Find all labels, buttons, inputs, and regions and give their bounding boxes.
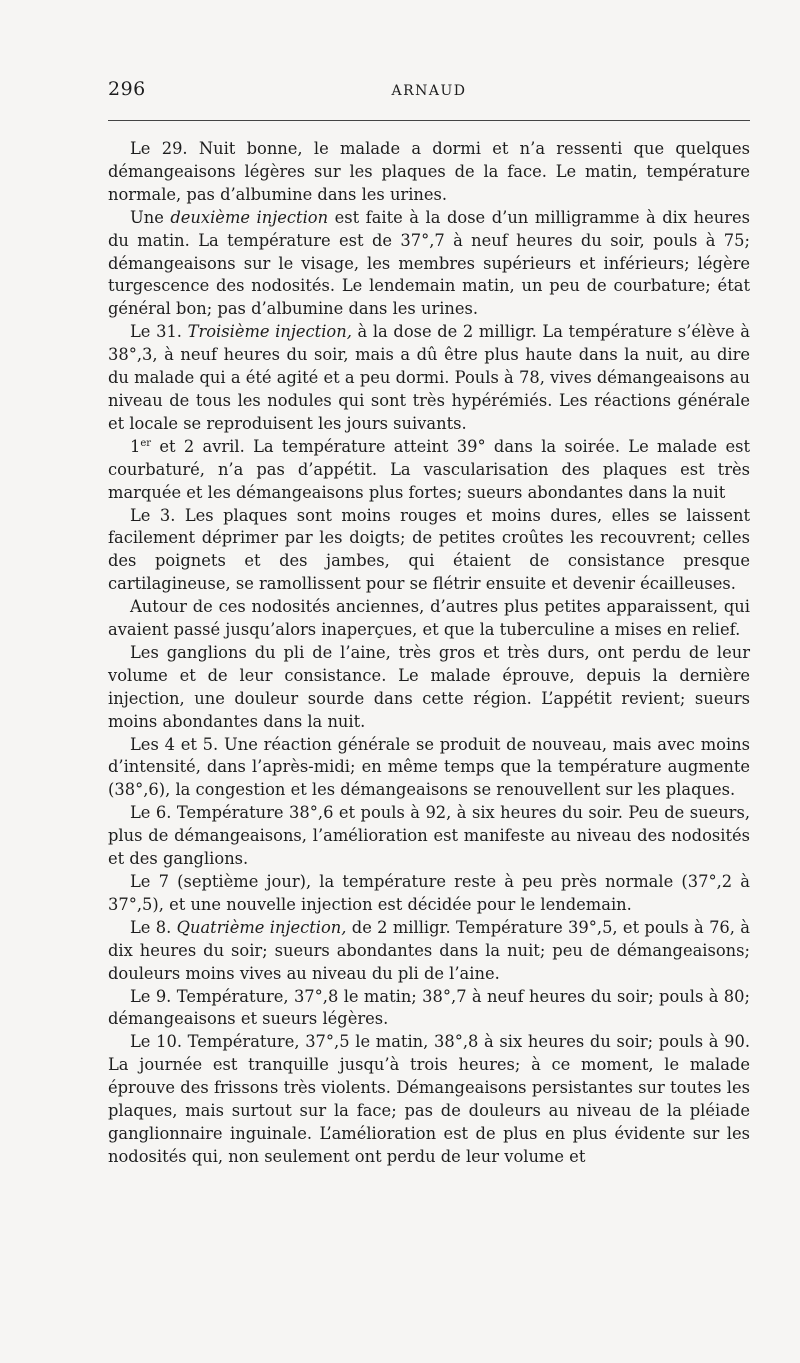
paragraph-7: Le 7 (septième jour), la température reste à peu près normale (37°,2 à 37°,5), et une nouvelle injection est décidée pour le lendemain. [108, 872, 750, 914]
paragraph-1er-avril: 1er et 2 avril. La température atteint 39° dans la soirée. Le malade est courbaturé, n’a pas d’appétit. La vascularisation des plaques est très marquée et les démangeaisons plus fortes; sueurs abondantes dans la nuit [108, 436, 750, 502]
paragraph-10: Le 10. Température, 37°,5 le matin, 38°,8 à six heures du soir; pouls à 90. La journée est tranquille jusqu’à trois heures; à ce moment, le malade éprouve des frissons très violents. Démangeaisons persistantes sur toutes les plaques, mais surtout sur la face; pas de douleurs au niveau de la pléiade ganglionnaire inguinale. L’amélioration est de plus en plus évidente sur les nodosités qui, non seulement ont perdu de leur volume et [108, 1032, 750, 1166]
paragraph-6: Le 6. Température 38°,6 et pouls à 92, à six heures du soir. Peu de sueurs, plus de démangeaisons, l’amélioration est manifeste au niveau des nodosités et des ganglions. [108, 803, 750, 869]
header-rule [108, 120, 750, 121]
italic-phrase: deuxième injection [170, 207, 329, 227]
paragraph-29: Le 29. Nuit bonne, le malade a dormi et n’a ressenti que quelques démangeaisons légères sur les plaques de la face. Le matin, température normale, pas d’albumine dans les urines. [108, 139, 750, 204]
page-number: 296 [108, 78, 146, 100]
paragraph-autour: Autour de ces nodosités anciennes, d’autres plus petites apparaissent, qui avaient passé jusqu’alors inaperçues, et que la tuberculine a mises en relief. [108, 597, 750, 640]
page-header [108, 78, 750, 104]
paragraph-4-et-5: Les 4 et 5. Une réaction générale se produit de nouveau, mais avec moins d’intensité, dans l’après-midi; en même temps que la température augmente (38°,6), la congestion et les démangeaisons se renouvellent sur les plaques. [108, 734, 750, 800]
paragraph-8: Le 8. Quatrième injection, de 2 milligr. Température 39°,5, et pouls à 76, à dix heures du soir; sueurs abondantes dans la nuit; peu de démangeaisons; douleurs moins vives au niveau du pli de l’aine. [108, 917, 750, 983]
superscript: er [140, 437, 152, 449]
paragraph-deuxieme-injection: Une deuxième injection est faite à la dose d’un milligramme à dix heures du matin. La température est de 37°,7 à neuf heures du soir, pouls à 75; démangeaisons sur le visage, les membres supérieurs et inférieurs; légère turgescence des nodosités. Le lendemain matin, un peu de courbature; état général bon; pas d’albumine dans les urines. [108, 207, 750, 319]
paragraph-31: Le 31. Troisième injection, à la dose de 2 milligr. La température s’élève à 38°,3, à neuf heures du soir, mais a dû être plus haute dans la nuit, au dire du malade qui a été agité et a peu dormi. Pouls à 78, vives démangeaisons au niveau de tous les nodules qui sont très hypérémiés. Les réactions générale et locale se reproduisent les jours suivants. [108, 322, 750, 433]
paragraph-9: Le 9. Température, 37°,8 le matin; 38°,7 à neuf heures du soir; pouls à 80; démangeaisons et sueurs légères. [108, 986, 750, 1029]
italic-phrase: Troisième injection, [187, 322, 352, 342]
italic-phrase: Quatrième injection, [176, 917, 347, 937]
running-head: ARNAUD [391, 83, 467, 99]
paragraph-ganglions: Les ganglions du pli de l’aine, très gros et très durs, ont perdu de leur volume et de leur consistance. Le malade éprouve, depuis la dernière injection, une douleur sourde dans cette région. L’appétit revient; sueurs moins abondantes dans la nuit. [108, 642, 750, 731]
paragraph-3: Le 3. Les plaques sont moins rouges et moins dures, elles se laissent facilement déprimer par les doigts; de petites croûtes les recouvrent; celles des poignets et des jambes, qui étaient de consistance presque cartilagineuse, se ramollissent pour se flétrir ensuite et devenir écailleuses. [108, 505, 750, 594]
body-text [108, 138, 750, 1169]
